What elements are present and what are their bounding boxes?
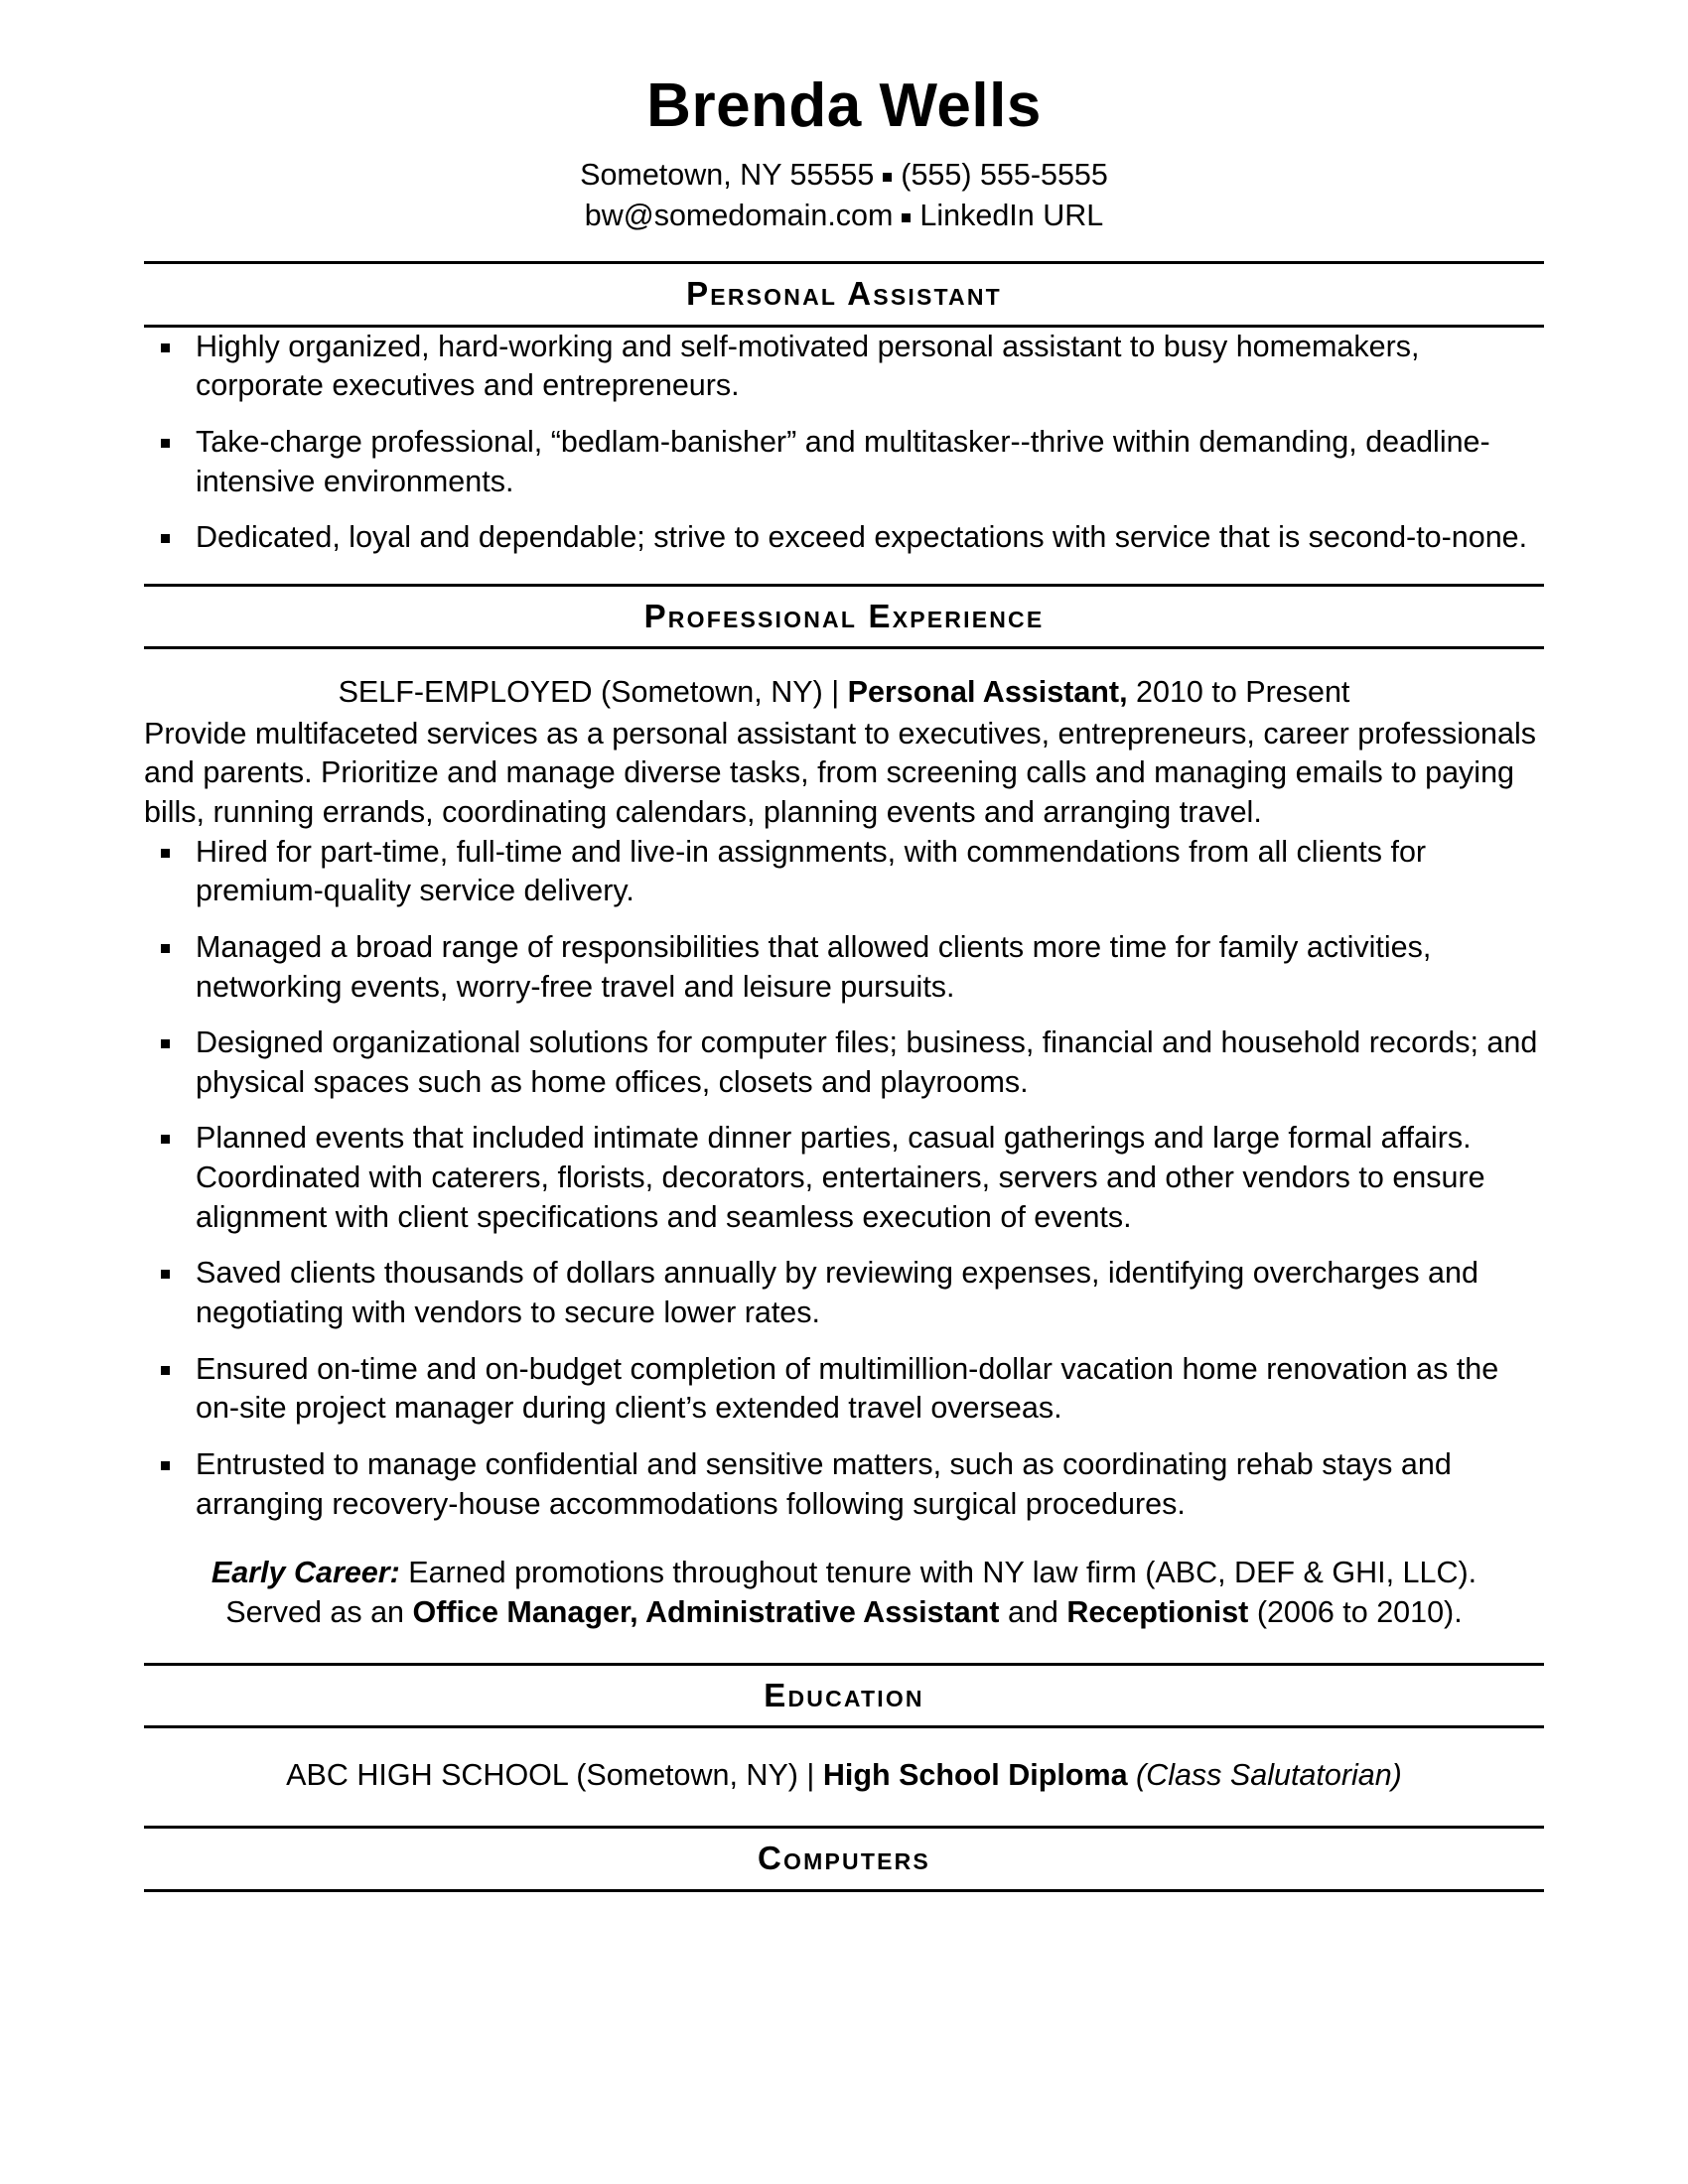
square-bullet-icon [161,944,170,953]
square-bullet-icon [161,849,170,858]
square-bullet-icon [161,1039,170,1048]
list-item [144,833,1544,911]
early-career-text-3: (2006 to 2010). [1248,1594,1463,1629]
education-degree: High School Diploma [822,1758,1128,1793]
candidate-name: Brenda Wells [646,71,1042,140]
list-item [144,1119,1544,1237]
list-item [144,1024,1544,1102]
experience-entry [144,673,1544,833]
contact-line-address-phone [144,155,1544,196]
job-dates: 2010 to Present [1127,675,1350,710]
section-rule-bottom [144,1889,1544,1892]
section-title-experience: Professional Experience [643,597,1045,634]
section-header-education [144,1663,1544,1728]
summary-bullet-list [144,328,1544,558]
job-title: Personal Assistant, [847,675,1128,710]
list-item [144,518,1544,558]
list-item [144,328,1544,406]
job-header-line [144,673,1544,713]
list-item-text: Designed organizational solutions for computer files; business, financial and household records; and physical spaces such as home offices, closets and playrooms. [196,1025,1538,1099]
resume-header [144,73,1544,235]
section-title-summary: Personal Assistant [686,275,1002,313]
section-header-summary [144,261,1544,327]
list-item-text: Managed a broad range of responsibilities that allowed clients more time for family activities, networking events, worry-free travel and leisure pursuits. [196,929,1432,1004]
list-item [144,1445,1544,1524]
list-item-text: Hired for part-time, full-time and live-in assignments, with commendations from all clients for premium-quality service delivery. [196,834,1427,908]
experience-bullet-list [144,833,1544,1525]
list-item-text: Planned events that included intimate dinner parties, casual gatherings and large formal affairs. Coordinated with caterers, florists, decorators, entertainers, servers and other vendors to ensure alignment with client specifications and seamless execution of events. [196,1121,1485,1234]
section-rule-bottom [144,646,1544,649]
section-header-experience [144,584,1544,649]
square-bullet-icon [161,1135,170,1144]
list-item [144,423,1544,501]
education-honor: (Class Salutatorian) [1127,1758,1402,1793]
section-header-computers [144,1826,1544,1891]
list-item-text: Entrusted to manage confidential and sensitive matters, such as coordinating rehab stays and arranging recovery-house accommodations following surgical procedures. [196,1446,1452,1521]
job-description: Provide multifaceted services as a personal assistant to executives, entrepreneurs, career professionals and parents. Prioritize and manage diverse tasks, from screening calls and managing emails to paying bills, running errands, coordinating calendars, planning events and arranging travel. [144,716,1537,829]
section-rule-top [144,1826,1544,1829]
section-rule-top [144,1663,1544,1666]
contact-line-email-linkedin [144,196,1544,236]
list-item-text: Ensured on-time and on-budget completion of multimillion-dollar vacation home renovation as the on-site project manager during client’s extended travel overseas. [196,1351,1499,1426]
contact-linkedin: LinkedIn URL [919,198,1104,232]
list-item-text: Highly organized, hard-working and self-motivated personal assistant to busy homemakers, corporate executives and entrepreneurs. [196,329,1420,403]
early-career-paragraph [144,1554,1544,1632]
square-bullet-icon [161,534,170,543]
square-bullet-icon [902,213,911,222]
early-career-role-2: Receptionist [1066,1594,1249,1629]
contact-address: Sometown, NY 55555 [580,157,875,192]
contact-phone: (555) 555-5555 [901,157,1108,192]
education-entry [144,1756,1544,1796]
list-item-text: Take-charge professional, “bedlam-banisher” and multitasker--thrive within demanding, deadline-intensive environments. [196,424,1490,498]
square-bullet-icon [161,1366,170,1375]
list-item [144,1350,1544,1429]
section-rule-top [144,261,1544,264]
early-career-text-1: Earned promotions throughout tenure with NY law firm (ABC, DEF & GHI, LLC). Served as an [225,1556,1477,1629]
list-item [144,1254,1544,1332]
early-career-role-1: Office Manager, Administrative Assistant [412,1594,1000,1629]
square-bullet-icon [161,439,170,448]
early-career-text-2: and [999,1594,1067,1629]
list-item-text: Saved clients thousands of dollars annually by reviewing expenses, identifying overcharges and negotiating with vendors to secure lower rates. [196,1256,1478,1330]
section-rule-top [144,584,1544,587]
job-employer-location: SELF-EMPLOYED (Sometown, NY) | [338,675,848,710]
section-title-education: Education [764,1677,924,1714]
square-bullet-icon [161,1461,170,1470]
square-bullet-icon [883,173,892,182]
early-career-label: Early Career: [211,1556,400,1590]
resume-content [144,0,1544,1892]
list-item [144,928,1544,1007]
square-bullet-icon [161,343,170,352]
contact-email: bw@somedomain.com [584,198,894,232]
education-school: ABC HIGH SCHOOL (Sometown, NY) | [286,1758,823,1793]
section-title-computers: Computers [758,1840,930,1877]
list-item-text: Dedicated, loyal and dependable; strive to exceed expectations with service that is second-to-none. [196,520,1528,555]
square-bullet-icon [161,1270,170,1279]
section-rule-bottom [144,1725,1544,1728]
